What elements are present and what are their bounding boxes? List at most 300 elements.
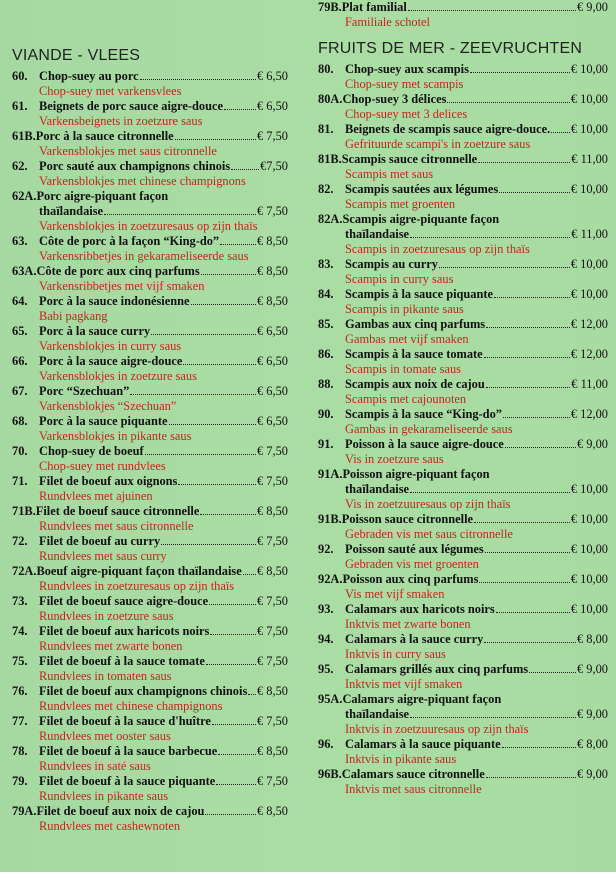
item-translation: Inktvis in pikante saus <box>345 752 457 766</box>
menu-item <box>318 437 608 467</box>
item-name: Filet de boeuf aux haricots noirs <box>39 624 210 638</box>
item-translation: Vis in zoetzuuresaus op zijn thaïs <box>345 497 511 511</box>
item-name: Beignets de scampis sauce aigre-douce. <box>345 122 551 136</box>
menu-item-line <box>12 234 288 249</box>
item-price: € 6,50 <box>257 414 288 428</box>
meat-column <box>12 0 288 834</box>
item-name: Filet de boeuf aux oignons <box>39 474 178 488</box>
dot-leader <box>484 632 576 643</box>
item-translation: Babi pagkang <box>39 309 108 323</box>
item-translation: Chop-suey met rundvlees <box>39 459 166 473</box>
item-name: Calamars aux haricots noirs <box>345 602 495 616</box>
item-name: Calamars à la sauce curry <box>345 632 484 646</box>
menu-item <box>318 572 608 602</box>
item-price: € 8,50 <box>257 264 288 278</box>
item-number: 91B. <box>318 512 342 526</box>
item-price: € 6,50 <box>257 324 288 338</box>
item-translation: Varkensblokjes “Szechuan” <box>39 399 177 413</box>
menu-item <box>318 62 608 92</box>
dot-leader <box>505 437 576 448</box>
item-translation: Gebraden vis met saus citronnelle <box>345 527 513 541</box>
dot-leader <box>478 152 570 163</box>
item-price: € 9,00 <box>577 0 608 14</box>
menu-item <box>12 624 288 654</box>
menu-item-line <box>318 377 608 392</box>
item-name: Chop-suey 3 délices <box>342 92 447 106</box>
item-name: Côte de porc à la façon “King-do” <box>39 234 220 248</box>
menu-item-line <box>318 152 608 167</box>
item-translation: Scampis met saus <box>345 167 434 181</box>
item-translation: Rundvlees in pikante saus <box>39 789 169 803</box>
item-price: € 8,00 <box>577 632 608 646</box>
dot-leader <box>503 407 570 418</box>
menu-item <box>318 212 608 257</box>
item-number: 81B. <box>318 152 342 166</box>
item-name: Porc “Szechuan” <box>39 384 130 398</box>
item-translation: Chop-suey met varkensvlees <box>39 84 182 98</box>
item-price: € 8,50 <box>257 294 288 308</box>
item-number: 80A. <box>318 92 343 106</box>
item-number: 61B. <box>12 129 36 143</box>
dot-leader <box>494 287 570 298</box>
item-name: Porc à la sauce aigre-douce <box>39 354 183 368</box>
menu-item-line <box>318 182 608 197</box>
item-name: Scampis sauce citronnelle <box>341 152 478 166</box>
meat-items <box>12 69 288 834</box>
item-number: 92. <box>318 542 334 556</box>
item-name: Filet de boeuf aux champignons chinois <box>39 684 248 698</box>
item-translation: Rundvlees in tomaten saus <box>39 669 172 683</box>
item-price: € 10,00 <box>570 572 608 586</box>
item-price: € 10,00 <box>570 482 608 496</box>
item-translation: Scampis in tomate saus <box>345 362 461 376</box>
item-number: 92A. <box>318 572 343 586</box>
menu-item-line <box>318 347 608 362</box>
item-number: 73. <box>12 594 28 608</box>
item-name: Porc sauté aux champignons chinois <box>39 159 231 173</box>
item-price: € 7,50 <box>257 444 288 458</box>
menu-item <box>12 414 288 444</box>
menu-item-line <box>318 317 608 332</box>
item-name: Calamars grillés aux cinq parfums <box>345 662 529 676</box>
item-translation: Chop-suey met scampis <box>345 77 464 91</box>
item-number: 94. <box>318 632 334 646</box>
menu-item-line <box>12 534 288 549</box>
item-number: 76. <box>12 684 28 698</box>
item-number: 75. <box>12 654 28 668</box>
item-number: 78. <box>12 744 28 758</box>
item-number: 67. <box>12 384 28 398</box>
item-number: 82A. <box>318 212 343 226</box>
menu-item <box>318 467 608 512</box>
menu-item-line <box>12 714 288 729</box>
menu-item-line <box>12 159 288 174</box>
item-number: 66. <box>12 354 28 368</box>
dot-leader <box>216 774 256 785</box>
menu-item <box>12 384 288 414</box>
item-price: € 7,50 <box>257 714 288 728</box>
dot-leader <box>484 347 570 358</box>
item-price: € 12,00 <box>570 407 608 421</box>
item-name: Chop-suey au porc <box>39 69 139 83</box>
dot-leader <box>486 317 570 328</box>
item-price: € 12,00 <box>570 347 608 361</box>
dot-leader <box>151 324 256 335</box>
dot-leader <box>201 264 256 275</box>
item-name: Beignets de porc sauce aigre-douce <box>39 99 224 113</box>
item-name: Filet de boeuf à la sauce barbecue <box>39 744 218 758</box>
item-translation: Vis met vijf smaken <box>345 587 445 601</box>
menu-item <box>318 317 608 347</box>
menu-item-line <box>12 774 288 789</box>
dot-leader <box>243 564 256 575</box>
item-price: € 11,00 <box>571 227 608 241</box>
menu-item-line <box>318 0 608 15</box>
item-name: Scampis aux noix de cajou <box>345 377 485 391</box>
item-translation: Rundvlees in saté saus <box>39 759 151 773</box>
menu-item <box>12 564 288 594</box>
menu-item <box>318 512 608 542</box>
dot-leader <box>410 227 570 238</box>
menu-item <box>12 69 288 99</box>
dot-leader <box>206 654 256 665</box>
item-translation: Scampis in zoetzuresaus op zijn thaïs <box>345 242 530 256</box>
item-price: € 7,50 <box>257 594 288 608</box>
menu-item <box>12 324 288 354</box>
dot-leader <box>218 744 256 755</box>
menu-item <box>12 264 288 294</box>
item-price: € 6,50 <box>257 69 288 83</box>
item-price: € 10,00 <box>570 182 608 196</box>
menu-item <box>12 654 288 684</box>
seafood-items <box>318 62 608 797</box>
menu-item <box>12 234 288 264</box>
item-name: Poisson sauté aux légumes <box>345 542 484 556</box>
item-number: 79. <box>12 774 28 788</box>
menu-item-line <box>318 737 608 752</box>
item-translation: Inktvis met vijf smaken <box>345 677 463 691</box>
item-name: Poisson sauce citronnelle <box>341 512 474 526</box>
menu-item <box>12 159 288 189</box>
item-translation: Rundvlees met cashewnoten <box>39 819 181 833</box>
item-translation: Scampis in curry saus <box>345 272 454 286</box>
item-translation: Varkensblokjes in pikante saus <box>39 429 192 443</box>
menu-item-line <box>12 504 288 519</box>
dot-leader <box>485 542 570 553</box>
menu-item <box>318 377 608 407</box>
menu-item-line <box>12 684 288 699</box>
item-number: 71. <box>12 474 28 488</box>
item-name: Filet de boeuf à la sauce piquante <box>39 774 216 788</box>
item-name: Scampis à la sauce piquante <box>345 287 494 301</box>
item-price: € 10,00 <box>570 287 608 301</box>
item-translation: Vis in zoetzure saus <box>345 452 444 466</box>
menu-item-line <box>12 189 288 204</box>
item-number: 93. <box>318 602 334 616</box>
menu-item-line <box>318 692 608 707</box>
item-name: Gambas aux cinq parfums <box>345 317 486 331</box>
menu-item <box>318 152 608 182</box>
dot-leader <box>145 444 256 455</box>
item-number: 85. <box>318 317 334 331</box>
item-price: € 6,50 <box>257 384 288 398</box>
item-name: Filet de boeuf à la sauce d'huître <box>39 714 211 728</box>
seafood-column <box>318 0 608 797</box>
menu-item <box>12 714 288 744</box>
item-price: €7,50 <box>260 159 288 173</box>
menu-item-line <box>318 62 608 77</box>
dot-leader <box>175 129 256 140</box>
item-price: € 9,00 <box>577 767 608 781</box>
dot-leader <box>231 159 259 170</box>
item-translation: Varkensribbetjes in gekarameliseerde saus <box>39 249 249 263</box>
menu-item-line <box>12 804 288 819</box>
dot-leader <box>130 384 256 395</box>
item-name: Poisson à la sauce aigre-douce <box>345 437 504 451</box>
item-name: Scampis à la sauce tomate <box>345 347 483 361</box>
item-translation: Rundvlees in zoetzuresaus op zijn thaïs <box>39 579 235 593</box>
item-name: Boeuf aigre-piquant façon thaïlandaise <box>36 564 242 578</box>
item-translation: Varkensblokjes met chinese champignons <box>39 174 246 188</box>
menu-item-line <box>318 767 608 782</box>
item-name: Porc à la sauce citronnelle <box>35 129 174 143</box>
dot-leader <box>447 92 569 103</box>
menu-item-line <box>12 294 288 309</box>
item-name: Filet de boeuf au curry <box>39 534 161 548</box>
menu-item <box>318 767 608 797</box>
menu-item-line <box>318 122 608 137</box>
item-translation: Scampis in pikante saus <box>345 302 464 316</box>
item-number: 79B. <box>318 0 342 14</box>
item-price: € 8,50 <box>257 804 288 818</box>
item-name: Côte de porc aux cinq parfums <box>36 264 200 278</box>
menu-item-line <box>12 564 288 579</box>
menu-item-line <box>318 287 608 302</box>
item-price: € 10,00 <box>570 542 608 556</box>
item-number: 91A. <box>318 467 343 481</box>
item-number: 80. <box>318 62 334 76</box>
dot-leader <box>169 414 257 425</box>
menu-item-line <box>318 542 608 557</box>
dot-leader <box>439 257 570 268</box>
item-translation: Inktvis met zwarte bonen <box>345 617 471 631</box>
item-translation: Varkensblokjes in zoetzuresaus op zijn thaïs <box>39 219 258 233</box>
item-name: Scampis à la sauce “King-do” <box>345 407 502 421</box>
item-number: 96. <box>318 737 334 751</box>
item-name: Porc aigre-piquant façon <box>36 189 169 203</box>
menu-item-line <box>12 384 288 399</box>
menu-item-line <box>318 707 608 722</box>
menu-item <box>12 354 288 384</box>
item-name: Calamars aigre-piquant façon <box>342 692 502 706</box>
item-number: 68. <box>12 414 28 428</box>
item-price: € 11,00 <box>571 152 608 166</box>
menu-item <box>12 129 288 159</box>
menu-item <box>12 774 288 804</box>
menu-item-line <box>318 662 608 677</box>
menu-item <box>318 0 608 30</box>
item-number: 95A. <box>318 692 343 706</box>
dot-leader <box>408 0 576 11</box>
item-translation: Chop-suey met 3 delices <box>345 107 468 121</box>
item-number: 70. <box>12 444 28 458</box>
item-name: Filet de boeuf à la sauce tomate <box>39 654 205 668</box>
item-name: Chop-suey de boeuf <box>39 444 144 458</box>
menu-item-line <box>318 572 608 587</box>
item-price: € 7,50 <box>257 624 288 638</box>
menu-item-line <box>318 212 608 227</box>
item-name: Scampis sautées aux légumes <box>345 182 499 196</box>
item-number: 81. <box>318 122 334 136</box>
item-number: 64. <box>12 294 28 308</box>
item-number: 62A. <box>12 189 37 203</box>
menu-item <box>12 534 288 564</box>
menu-item <box>12 99 288 129</box>
item-price: € 10,00 <box>570 602 608 616</box>
menu-item-line <box>318 482 608 497</box>
menu-item-line <box>318 437 608 452</box>
menu-item <box>12 444 288 474</box>
item-number: 82. <box>318 182 334 196</box>
item-price: € 7,50 <box>257 204 288 218</box>
item-translation: Varkensblokjes met saus citronnelle <box>39 144 217 158</box>
dot-leader <box>140 69 256 80</box>
item-number: 88. <box>318 377 334 391</box>
menu-item <box>12 189 288 234</box>
item-number: 60. <box>12 69 28 83</box>
item-number: 86. <box>318 347 334 361</box>
item-number: 62. <box>12 159 28 173</box>
item-translation: Rundvlees met ajuinen <box>39 489 153 503</box>
item-translation: Rundvlees met zwarte bonen <box>39 639 183 653</box>
menu-item-line <box>318 602 608 617</box>
menu-item-line <box>318 92 608 107</box>
menu-item <box>12 804 288 834</box>
item-translation: Rundvlees met saus citronnelle <box>39 519 194 533</box>
menu-item <box>12 504 288 534</box>
item-name-continued: thaïlandaise <box>345 482 410 496</box>
item-name: Filet de boeuf sauce aigre-douce <box>39 594 209 608</box>
menu-item-line <box>318 632 608 647</box>
item-price: € 10,00 <box>570 92 608 106</box>
item-number: 63. <box>12 234 28 248</box>
menu-item-line <box>318 257 608 272</box>
menu-item <box>12 594 288 624</box>
menu-item-line <box>318 512 608 527</box>
item-price: € 8,50 <box>257 504 288 518</box>
item-name: Scampis aigre-piquante façon <box>342 212 500 226</box>
item-price: € 7,50 <box>257 774 288 788</box>
item-number: 71B. <box>12 504 36 518</box>
item-translation: Varkensribbetjes met vijf smaken <box>39 279 205 293</box>
item-number: 95. <box>318 662 334 676</box>
item-price: € 7,50 <box>257 534 288 548</box>
item-translation: Varkensbeignets in zoetzure saus <box>39 114 203 128</box>
menu-item <box>12 744 288 774</box>
dot-leader <box>209 594 256 605</box>
item-name: Filet de boeuf aux noix de cajou <box>36 804 205 818</box>
dot-leader <box>183 354 256 365</box>
dot-leader <box>161 534 256 545</box>
item-price: € 8,50 <box>257 744 288 758</box>
item-price: € 8,50 <box>257 564 288 578</box>
menu-item <box>318 287 608 317</box>
menu-item-line <box>12 624 288 639</box>
menu-item-line <box>12 444 288 459</box>
dot-leader <box>191 294 256 305</box>
item-name: Calamars sauce citronnelle <box>341 767 485 781</box>
dot-leader <box>200 504 256 515</box>
item-number: 77. <box>12 714 28 728</box>
dot-leader <box>502 737 576 748</box>
menu-item <box>12 684 288 714</box>
menu-item-line <box>12 354 288 369</box>
menu-item-line <box>12 744 288 759</box>
menu-item-line <box>318 407 608 422</box>
item-name: Poisson aux cinq parfums <box>342 572 479 586</box>
item-price: € 8,50 <box>257 684 288 698</box>
item-number: 96B. <box>318 767 342 781</box>
menu-item-line <box>12 474 288 489</box>
item-number: 72. <box>12 534 28 548</box>
menu-item <box>318 602 608 632</box>
item-number: 84. <box>318 287 334 301</box>
family-dish <box>318 0 608 30</box>
item-number: 61. <box>12 99 28 113</box>
item-name: Filet de boeuf sauce citronnelle <box>35 504 200 518</box>
item-translation: Rundvlees met ooster saus <box>39 729 171 743</box>
dot-leader <box>551 122 570 133</box>
item-price: € 8,00 <box>577 737 608 751</box>
item-price: € 10,00 <box>570 257 608 271</box>
menu-item-line <box>318 227 608 242</box>
menu-item-line <box>12 129 288 144</box>
menu-item-line <box>12 69 288 84</box>
item-translation: Rundvlees met chinese champignons <box>39 699 223 713</box>
menu-item <box>318 347 608 377</box>
dot-leader <box>470 62 570 73</box>
item-price: € 9,00 <box>577 662 608 676</box>
item-translation: Rundvlees in zoetzure saus <box>39 609 174 623</box>
item-price: € 7,50 <box>257 129 288 143</box>
item-number: 90. <box>318 407 334 421</box>
menu-item <box>318 182 608 212</box>
item-price: € 9,00 <box>577 437 608 451</box>
item-name-continued: thaïlandaise <box>345 707 410 721</box>
item-number: 79A. <box>12 804 37 818</box>
item-name: Calamars à la sauce piquante <box>345 737 501 751</box>
item-name-continued: thaïlandaise <box>39 204 104 218</box>
item-translation: Gambas met vijf smaken <box>345 332 469 346</box>
item-price: € 11,00 <box>571 377 608 391</box>
section-heading-meat: VIANDE - VLEES <box>12 47 141 64</box>
menu-item-line <box>318 467 608 482</box>
item-price: € 6,50 <box>257 99 288 113</box>
menu-item-line <box>12 414 288 429</box>
item-translation: Inktvis met saus citronnelle <box>345 782 482 796</box>
menu-item <box>318 632 608 662</box>
item-name-continued: thaïlandaise <box>345 227 410 241</box>
dot-leader <box>529 662 576 673</box>
item-price: € 8,50 <box>257 234 288 248</box>
item-translation: Familiale schotel <box>345 15 430 29</box>
menu-item <box>318 662 608 692</box>
menu-item-line <box>12 324 288 339</box>
section-heading-seafood: FRUITS DE MER - ZEEVRUCHTEN <box>318 40 583 57</box>
item-translation: Gebraden vis met groenten <box>345 557 479 571</box>
item-name: Plat familial <box>341 0 407 14</box>
item-translation: Gambas in gekarameliseerde saus <box>345 422 513 436</box>
